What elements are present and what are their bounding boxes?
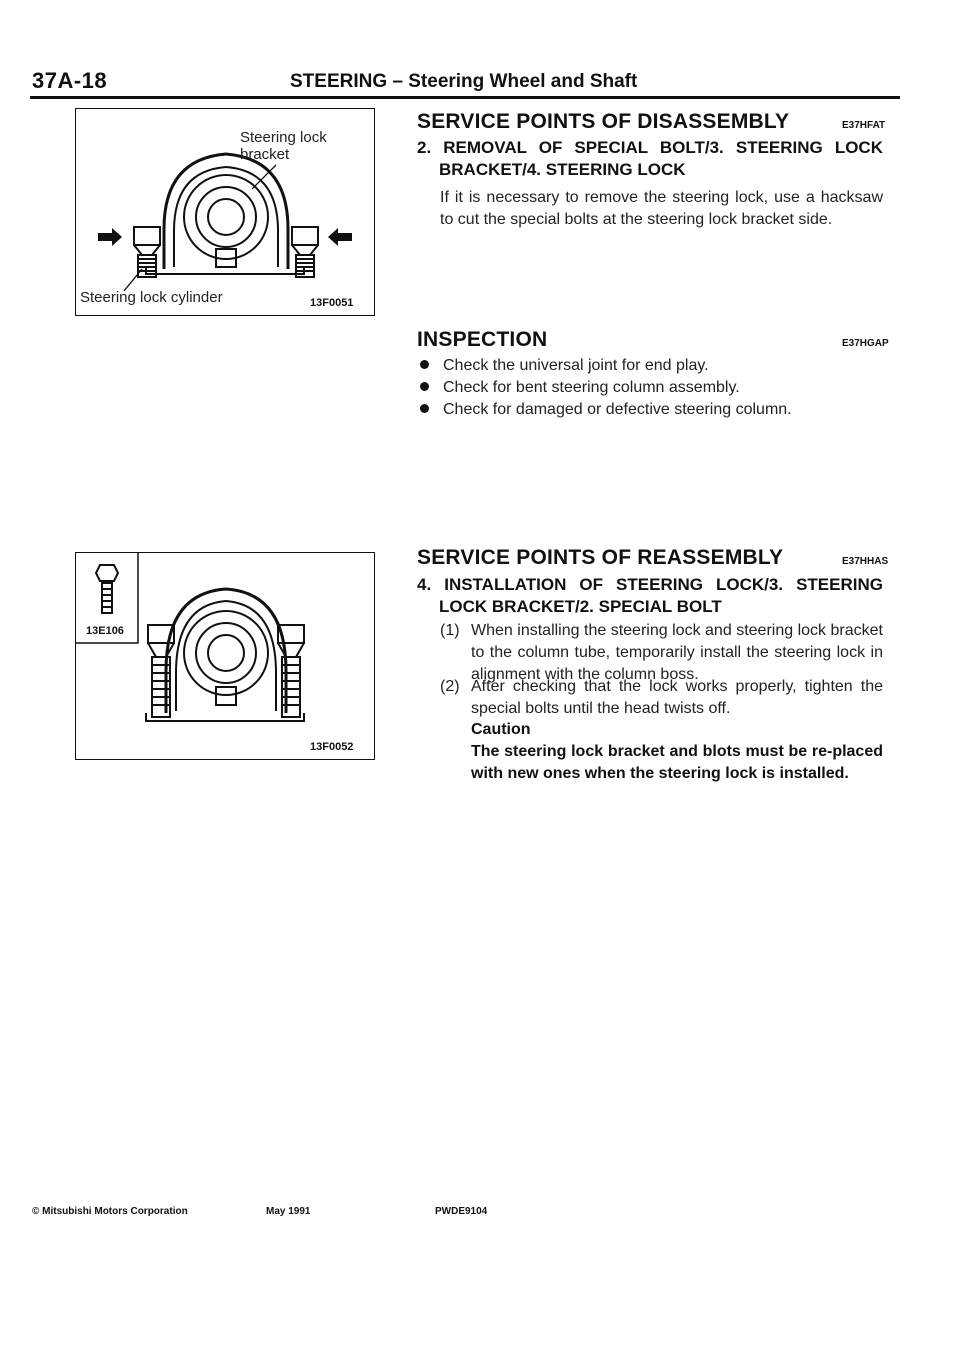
page-number: 37A-18 <box>32 68 108 93</box>
figure-steering-lock-installation <box>75 552 375 760</box>
footer-date: May 1991 <box>266 1206 311 1217</box>
caution-text: The steering lock bracket and blots must be re-placed with new ones when the steering lock is installed. <box>471 743 883 782</box>
caution-title: Caution <box>471 721 531 738</box>
inspection-list <box>420 355 890 421</box>
section-code: E37HGAP <box>842 338 889 349</box>
footer-copyright: © Mitsubishi Motors Corporation <box>32 1206 188 1217</box>
list-item <box>420 399 890 421</box>
step-number: (2) <box>440 678 460 695</box>
item-title-line: 2. REMOVAL OF SPECIAL BOLT/3. STEERING LOCK <box>417 138 883 157</box>
item-title-line: BRACKET/4. STEERING LOCK <box>439 160 686 179</box>
list-item-text: Check the universal joint for end play. <box>443 357 709 374</box>
item-title-line: LOCK BRACKET/2. SPECIAL BOLT <box>439 597 722 616</box>
reassembly-item-title <box>417 574 883 618</box>
arrow-icon <box>98 228 352 246</box>
section-code: E37HHAS <box>842 556 889 567</box>
section-heading-disassembly: SERVICE POINTS OF DISASSEMBLY <box>417 110 790 133</box>
section-heading-reassembly: SERVICE POINTS OF REASSEMBLY <box>417 546 784 569</box>
list-item <box>420 355 890 377</box>
reassembly-step-2 <box>440 676 883 720</box>
bullet-icon <box>420 404 429 413</box>
header-rule <box>30 96 900 99</box>
step-text: After checking that the lock works properly, tighten the special bolts until the head twists off. <box>471 678 883 717</box>
section-heading-inspection: INSPECTION <box>417 328 548 351</box>
disassembly-item-title <box>417 137 883 181</box>
step-text: When installing the steering lock and steering lock bracket to the column tube, temporarily install the steering lock in alignment with the column boss. <box>471 622 883 683</box>
bullet-icon <box>420 360 429 369</box>
section-code: E37HFAT <box>842 120 886 131</box>
list-item <box>420 377 890 399</box>
label-steering-lock-cylinder: Steering lock cylinder <box>80 289 223 306</box>
figure-steering-lock-removal <box>75 108 375 316</box>
list-item-text: Check for bent steering column assembly. <box>443 379 740 396</box>
page-title: STEERING – Steering Wheel and Shaft <box>290 71 638 92</box>
figure-code: 13F0052 <box>310 741 354 753</box>
bullet-icon <box>420 382 429 391</box>
footer-doc-code: PWDE9104 <box>435 1206 488 1217</box>
item-title-line: 4. INSTALLATION OF STEERING LOCK/3. STEERING <box>417 575 883 594</box>
label-steering-lock-bracket: Steering lock bracket <box>240 129 327 163</box>
list-item-text: Check for damaged or defective steering column. <box>443 401 792 418</box>
disassembly-text: If it is necessary to remove the steering lock, use a hacksaw to cut the special bolts at the steering lock bracket side. <box>440 189 883 228</box>
step-number: (1) <box>440 622 460 639</box>
figure-code: 13F0051 <box>310 297 354 309</box>
inset-code: 13E106 <box>86 625 124 637</box>
steering-lock-bolts-illustration <box>76 553 374 759</box>
